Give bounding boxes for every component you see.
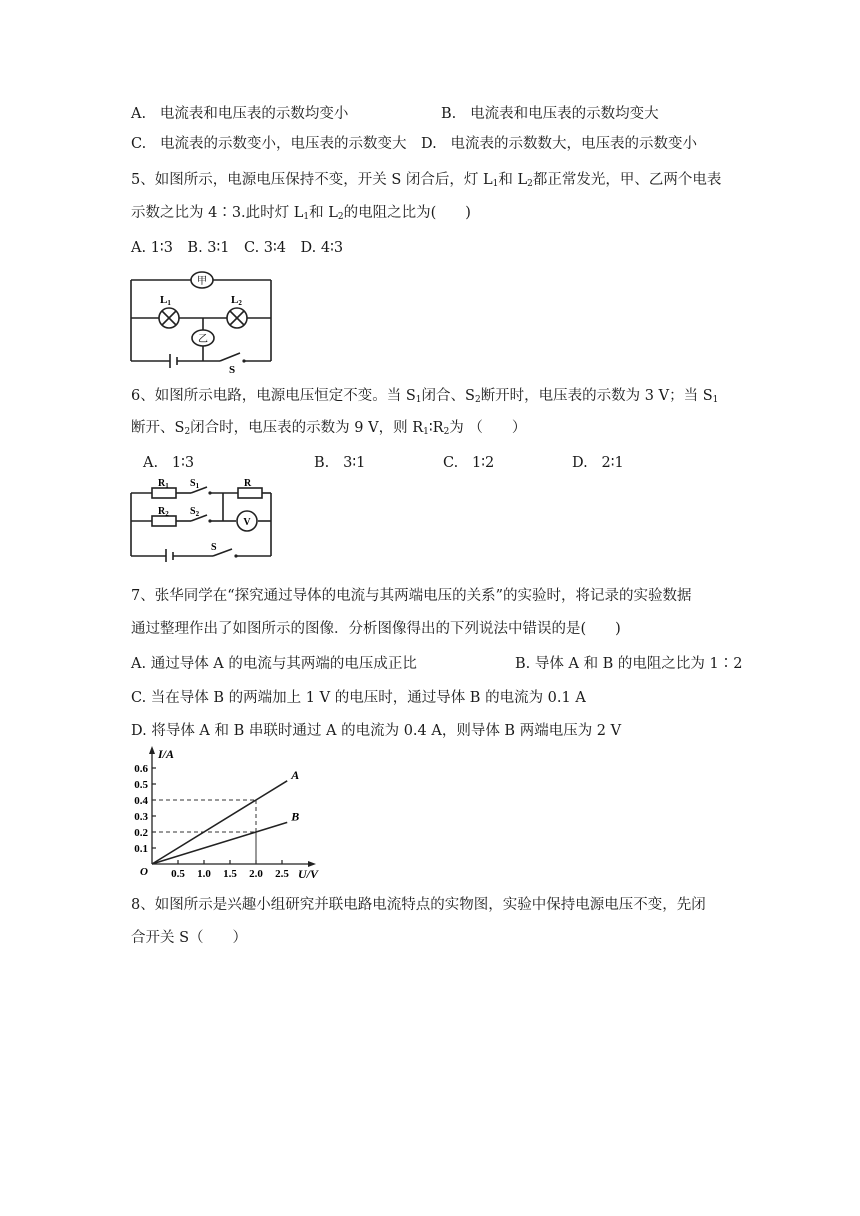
switch-s-label: S <box>211 542 217 553</box>
q5-stem-line2: 示数之比为 4∶3.此时灯 $L_1$和 $L_2$的电阻之比为( ) <box>131 205 471 222</box>
x-tick-label: 0.5 <box>171 868 185 880</box>
switch-label: S <box>229 364 236 374</box>
y-tick-label: 0.2 <box>134 827 148 839</box>
s1-label: $S_1$ <box>190 478 200 490</box>
q4-option-d: D. 电流表的示数数大，电压表的示数变小 <box>421 136 698 152</box>
x-tick-label: 2.0 <box>249 868 263 880</box>
q5-stem-line1: 5、如图所示，电源电压保持不变，开关 S 闭合后，灯 $L_1$和 $L_2$都正常发光，甲、乙两个电表 <box>131 172 722 189</box>
q7-stem-line1: 7、张华同学在“探究通过导体的电流与其两端电压的关系”的实验时，将记录的实验数据 <box>131 588 692 604</box>
x-axis-label: U/V <box>298 867 319 880</box>
meter-jia-label: 甲 <box>197 276 207 287</box>
q8-stem-line1: 8、如图所示是兴趣小组研究并联电路电流特点的实物图，实验中保持电源电压不变，先闭 <box>131 897 706 913</box>
q6-option-d: D. 2∶1 <box>572 455 624 471</box>
q7-option-b: B. 导体 A 和 B 的电阻之比为 1∶2 <box>515 656 743 672</box>
q5-circuit-diagram <box>128 266 276 374</box>
s2-label: $S_2$ <box>190 506 200 518</box>
q8-stem-line2: 合开关 S（ ） <box>131 930 248 946</box>
q6-option-a: A. 1∶3 <box>143 455 195 471</box>
x-tick-label: 1.0 <box>197 868 211 880</box>
q4-option-a: A. 电流表和电压表的示数均变小 <box>131 106 349 122</box>
q4-option-c: C. 电流表的示数变小，电压表的示数变大 <box>131 136 407 152</box>
q6-option-b: B. 3∶1 <box>314 455 366 471</box>
meter-yi-label: 乙 <box>198 334 208 345</box>
q6-circuit-diagram <box>128 476 276 562</box>
r-label: R <box>244 478 252 489</box>
y-tick-label: 0.1 <box>134 843 148 855</box>
q6-stem-line1: 6、如图所示电路，电源电压恒定不变。当 $S_1$闭合、$S_2$断开时，电压表的示数为 3 V；当 $S_1$ <box>131 388 719 405</box>
x-tick-label: 2.5 <box>275 868 289 880</box>
lamp2-label: L2 <box>231 294 242 307</box>
q7-iu-graph <box>124 744 320 880</box>
lamp1-label: L1 <box>160 294 171 307</box>
y-tick-label: 0.6 <box>134 763 148 775</box>
q7-stem-line2: 通过整理作出了如图所示的图像．分析图像得出的下列说法中错误的是( ) <box>131 621 621 637</box>
q7-option-c: C. 当在导体 B 的两端加上 1 V 的电压时，通过导体 B 的电流为 0.1 A <box>131 690 586 706</box>
r1-label: $R_1$ <box>158 478 169 490</box>
r2-label: $R_2$ <box>158 506 169 518</box>
series-label-a: A <box>291 767 300 782</box>
q4-option-b: B. 电流表和电压表的示数均变大 <box>441 106 659 122</box>
q5-options: A. 1∶3 B. 3∶1 C. 3∶4 D. 4∶3 <box>131 240 344 256</box>
q6-option-c: C. 1∶2 <box>443 455 495 471</box>
origin-label: O <box>140 866 148 878</box>
series-label-b: B <box>291 809 300 824</box>
y-tick-label: 0.5 <box>134 779 148 791</box>
series-line-a <box>152 781 287 864</box>
y-tick-label: 0.4 <box>134 795 148 807</box>
q7-option-a: A. 通过导体 A 的电流与其两端的电压成正比 <box>131 656 417 672</box>
series-line-b <box>152 822 287 864</box>
x-tick-label: 1.5 <box>223 868 237 880</box>
q7-option-d: D. 将导体 A 和 B 串联时通过 A 的电流为 0.4 A，则导体 B 两端电压为 2 V <box>131 723 622 739</box>
q6-stem-line2: 断开、$S_2$闭合时，电压表的示数为 9 V，则 $R_1∶R_2$为 （ ） <box>131 420 527 437</box>
y-tick-label: 0.3 <box>134 811 148 823</box>
y-axis-label: I/A <box>158 747 175 761</box>
voltmeter-label: V <box>243 517 251 528</box>
